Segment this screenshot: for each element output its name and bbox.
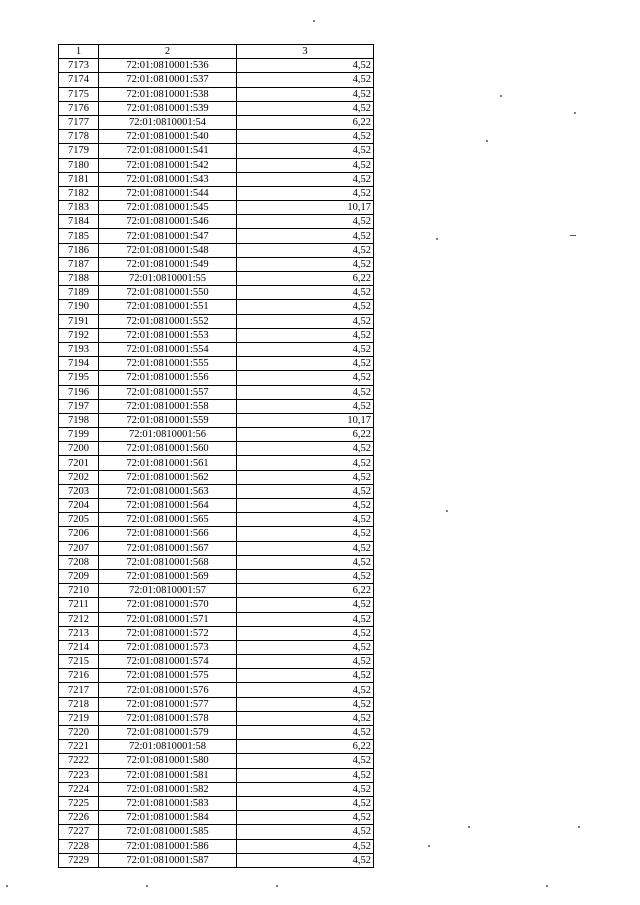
row-value: 4,52: [237, 754, 374, 768]
row-number: 7217: [59, 683, 99, 697]
cadastral-number: 72:01:0810001:577: [99, 697, 237, 711]
cadastral-number: 72:01:0810001:566: [99, 527, 237, 541]
row-value: 4,52: [237, 640, 374, 654]
cadastral-number: 72:01:0810001:585: [99, 825, 237, 839]
table-row: [59, 130, 374, 144]
table-row: [59, 740, 374, 754]
row-number: 7183: [59, 201, 99, 215]
cadastral-number: 72:01:0810001:547: [99, 229, 237, 243]
scan-speck: [486, 140, 488, 142]
row-value: 4,52: [237, 726, 374, 740]
row-number: 7222: [59, 754, 99, 768]
row-value: 4,52: [237, 342, 374, 356]
row-number: 7223: [59, 768, 99, 782]
scan-speck: [468, 826, 470, 828]
row-number: 7188: [59, 272, 99, 286]
table-row: [59, 442, 374, 456]
table-row: [59, 796, 374, 810]
row-number: 7213: [59, 626, 99, 640]
row-number: 7185: [59, 229, 99, 243]
table-row: [59, 711, 374, 725]
row-value: 4,52: [237, 697, 374, 711]
row-value: 4,52: [237, 470, 374, 484]
row-number: 7195: [59, 371, 99, 385]
scan-speck: [500, 95, 502, 97]
cadastral-number: 72:01:0810001:556: [99, 371, 237, 385]
table-row: [59, 768, 374, 782]
table-row: [59, 470, 374, 484]
cadastral-number: 72:01:0810001:555: [99, 357, 237, 371]
cadastral-number: 72:01:0810001:544: [99, 186, 237, 200]
table-row: [59, 300, 374, 314]
header-row: [59, 45, 374, 59]
table-row: [59, 499, 374, 513]
cadastral-number: 72:01:0810001:55: [99, 272, 237, 286]
row-number: 7177: [59, 115, 99, 129]
row-value: 4,52: [237, 215, 374, 229]
cadastral-number: 72:01:0810001:560: [99, 442, 237, 456]
table-row: [59, 385, 374, 399]
table-row: [59, 555, 374, 569]
cadastral-number: 72:01:0810001:561: [99, 456, 237, 470]
row-number: 7214: [59, 640, 99, 654]
row-value: 4,52: [237, 612, 374, 626]
table-row: [59, 257, 374, 271]
row-value: 4,52: [237, 286, 374, 300]
row-value: 4,52: [237, 569, 374, 583]
row-number: 7202: [59, 470, 99, 484]
cadastral-number: 72:01:0810001:574: [99, 655, 237, 669]
row-number: 7207: [59, 541, 99, 555]
table-row: [59, 101, 374, 115]
table-row: [59, 782, 374, 796]
row-value: 4,52: [237, 683, 374, 697]
scan-speck: [146, 885, 148, 887]
row-value: 4,52: [237, 853, 374, 867]
scan-speck: [446, 510, 448, 512]
row-value: 4,52: [237, 513, 374, 527]
cadastral-number: 72:01:0810001:548: [99, 243, 237, 257]
table-row: [59, 172, 374, 186]
row-value: 4,52: [237, 655, 374, 669]
row-number: 7226: [59, 811, 99, 825]
row-number: 7179: [59, 144, 99, 158]
row-value: 4,52: [237, 158, 374, 172]
row-number: 7220: [59, 726, 99, 740]
row-number: 7189: [59, 286, 99, 300]
cadastral-number: 72:01:0810001:573: [99, 640, 237, 654]
row-number: 7212: [59, 612, 99, 626]
cadastral-number: 72:01:0810001:569: [99, 569, 237, 583]
cadastral-table: [58, 44, 374, 868]
table-row: [59, 413, 374, 427]
table-row: [59, 513, 374, 527]
cadastral-number: 72:01:0810001:568: [99, 555, 237, 569]
row-number: 7194: [59, 357, 99, 371]
scan-speck: [578, 826, 580, 828]
cadastral-number: 72:01:0810001:554: [99, 342, 237, 356]
row-number: 7204: [59, 499, 99, 513]
row-number: 7181: [59, 172, 99, 186]
row-value: 4,52: [237, 328, 374, 342]
table-row: [59, 456, 374, 470]
table-row: [59, 726, 374, 740]
table-row: [59, 371, 374, 385]
scan-speck: [546, 885, 548, 887]
table-row: [59, 272, 374, 286]
cadastral-number: 72:01:0810001:57: [99, 584, 237, 598]
row-value: 6,22: [237, 428, 374, 442]
cadastral-number: 72:01:0810001:563: [99, 484, 237, 498]
cadastral-number: 72:01:0810001:564: [99, 499, 237, 513]
cadastral-number: 72:01:0810001:550: [99, 286, 237, 300]
row-value: 4,52: [237, 598, 374, 612]
cadastral-number: 72:01:0810001:545: [99, 201, 237, 215]
cadastral-number: 72:01:0810001:536: [99, 59, 237, 73]
row-number: 7199: [59, 428, 99, 442]
row-value: 4,52: [237, 314, 374, 328]
table-row: [59, 541, 374, 555]
row-value: 4,52: [237, 768, 374, 782]
table-row: [59, 527, 374, 541]
row-value: 4,52: [237, 257, 374, 271]
row-number: 7182: [59, 186, 99, 200]
row-value: 4,52: [237, 796, 374, 810]
table-row: [59, 584, 374, 598]
table-row: [59, 201, 374, 215]
table-row: [59, 186, 374, 200]
row-value: 4,52: [237, 399, 374, 413]
table-row: [59, 342, 374, 356]
row-value: 4,52: [237, 839, 374, 853]
row-value: 4,52: [237, 87, 374, 101]
cadastral-number: 72:01:0810001:553: [99, 328, 237, 342]
row-value: 4,52: [237, 669, 374, 683]
row-value: 4,52: [237, 229, 374, 243]
table-row: [59, 598, 374, 612]
row-number: 7229: [59, 853, 99, 867]
row-number: 7201: [59, 456, 99, 470]
row-number: 7178: [59, 130, 99, 144]
row-number: 7219: [59, 711, 99, 725]
table-row: [59, 697, 374, 711]
row-number: 7184: [59, 215, 99, 229]
cadastral-number: 72:01:0810001:558: [99, 399, 237, 413]
cadastral-number: 72:01:0810001:539: [99, 101, 237, 115]
row-number: 7190: [59, 300, 99, 314]
row-number: 7227: [59, 825, 99, 839]
cadastral-number: 72:01:0810001:56: [99, 428, 237, 442]
row-number: 7210: [59, 584, 99, 598]
scan-speck: [276, 885, 278, 887]
cadastral-number: 72:01:0810001:587: [99, 853, 237, 867]
row-number: 7176: [59, 101, 99, 115]
table-row: [59, 229, 374, 243]
table-row: [59, 669, 374, 683]
cadastral-number: 72:01:0810001:572: [99, 626, 237, 640]
row-value: 4,52: [237, 711, 374, 725]
table-row: [59, 640, 374, 654]
row-value: 4,52: [237, 484, 374, 498]
cadastral-number: 72:01:0810001:562: [99, 470, 237, 484]
row-number: 7174: [59, 73, 99, 87]
row-number: 7196: [59, 385, 99, 399]
row-value: 10,17: [237, 201, 374, 215]
row-number: 7225: [59, 796, 99, 810]
row-number: 7197: [59, 399, 99, 413]
row-value: 4,52: [237, 442, 374, 456]
table-row: [59, 314, 374, 328]
table-row: [59, 286, 374, 300]
row-value: 6,22: [237, 584, 374, 598]
cadastral-number: 72:01:0810001:551: [99, 300, 237, 314]
row-number: 7186: [59, 243, 99, 257]
row-value: 4,52: [237, 456, 374, 470]
row-number: 7228: [59, 839, 99, 853]
row-value: 6,22: [237, 115, 374, 129]
cadastral-number: 72:01:0810001:578: [99, 711, 237, 725]
table-row: [59, 626, 374, 640]
table-row: [59, 328, 374, 342]
scan-speck: [6, 885, 8, 887]
row-value: 4,52: [237, 385, 374, 399]
table-row: [59, 357, 374, 371]
cadastral-number: 72:01:0810001:580: [99, 754, 237, 768]
header-col-1: 1: [59, 45, 99, 59]
row-number: 7175: [59, 87, 99, 101]
cadastral-number: 72:01:0810001:581: [99, 768, 237, 782]
cadastral-number: 72:01:0810001:552: [99, 314, 237, 328]
table-body: [59, 59, 374, 868]
row-number: 7198: [59, 413, 99, 427]
row-number: 7215: [59, 655, 99, 669]
cadastral-number: 72:01:0810001:575: [99, 669, 237, 683]
table-row: [59, 399, 374, 413]
row-value: 4,52: [237, 357, 374, 371]
cadastral-number: 72:01:0810001:538: [99, 87, 237, 101]
row-number: 7193: [59, 342, 99, 356]
row-value: 4,52: [237, 541, 374, 555]
cadastral-number: 72:01:0810001:543: [99, 172, 237, 186]
row-value: 4,52: [237, 555, 374, 569]
cadastral-number: 72:01:0810001:537: [99, 73, 237, 87]
row-value: 4,52: [237, 172, 374, 186]
row-number: 7218: [59, 697, 99, 711]
scan-speck: [570, 235, 576, 236]
table-row: [59, 59, 374, 73]
cadastral-number: 72:01:0810001:549: [99, 257, 237, 271]
cadastral-number: 72:01:0810001:540: [99, 130, 237, 144]
cadastral-number: 72:01:0810001:582: [99, 782, 237, 796]
table-row: [59, 612, 374, 626]
table-row: [59, 144, 374, 158]
row-value: 4,52: [237, 371, 374, 385]
table-header: [59, 45, 374, 59]
row-number: 7192: [59, 328, 99, 342]
cadastral-number: 72:01:0810001:584: [99, 811, 237, 825]
table-row: [59, 484, 374, 498]
row-value: 4,52: [237, 59, 374, 73]
cadastral-number: 72:01:0810001:541: [99, 144, 237, 158]
row-value: 4,52: [237, 811, 374, 825]
row-value: 4,52: [237, 527, 374, 541]
header-col-2: 2: [99, 45, 237, 59]
cadastral-number: 72:01:0810001:557: [99, 385, 237, 399]
table-row: [59, 825, 374, 839]
table-row: [59, 569, 374, 583]
table-row: [59, 853, 374, 867]
row-number: 7191: [59, 314, 99, 328]
cadastral-number: 72:01:0810001:565: [99, 513, 237, 527]
row-value: 4,52: [237, 499, 374, 513]
table-row: [59, 811, 374, 825]
table-row: [59, 683, 374, 697]
row-number: 7200: [59, 442, 99, 456]
table-row: [59, 115, 374, 129]
scan-speck: [313, 20, 315, 22]
row-number: 7205: [59, 513, 99, 527]
row-number: 7209: [59, 569, 99, 583]
row-value: 4,52: [237, 130, 374, 144]
scan-speck: [436, 238, 438, 240]
table-row: [59, 655, 374, 669]
row-number: 7180: [59, 158, 99, 172]
row-number: 7216: [59, 669, 99, 683]
cadastral-number: 72:01:0810001:586: [99, 839, 237, 853]
cadastral-number: 72:01:0810001:571: [99, 612, 237, 626]
table-row: [59, 754, 374, 768]
cadastral-number: 72:01:0810001:576: [99, 683, 237, 697]
scan-speck: [574, 112, 576, 114]
cadastral-number: 72:01:0810001:567: [99, 541, 237, 555]
row-value: 4,52: [237, 144, 374, 158]
row-number: 7224: [59, 782, 99, 796]
row-value: 6,22: [237, 740, 374, 754]
row-value: 4,52: [237, 626, 374, 640]
table-row: [59, 428, 374, 442]
row-value: 4,52: [237, 73, 374, 87]
cadastral-number: 72:01:0810001:58: [99, 740, 237, 754]
row-number: 7211: [59, 598, 99, 612]
row-number: 7173: [59, 59, 99, 73]
header-col-3: 3: [237, 45, 374, 59]
table-row: [59, 839, 374, 853]
row-value: 4,52: [237, 243, 374, 257]
table-row: [59, 215, 374, 229]
cadastral-number: 72:01:0810001:546: [99, 215, 237, 229]
row-number: 7203: [59, 484, 99, 498]
row-value: 4,52: [237, 782, 374, 796]
row-number: 7187: [59, 257, 99, 271]
row-value: 4,52: [237, 101, 374, 115]
row-number: 7208: [59, 555, 99, 569]
table-row: [59, 158, 374, 172]
cadastral-number: 72:01:0810001:579: [99, 726, 237, 740]
row-number: 7206: [59, 527, 99, 541]
table-row: [59, 73, 374, 87]
row-number: 7221: [59, 740, 99, 754]
cadastral-number: 72:01:0810001:54: [99, 115, 237, 129]
row-value: 4,52: [237, 300, 374, 314]
row-value: 4,52: [237, 825, 374, 839]
scan-speck: [428, 845, 430, 847]
row-value: 6,22: [237, 272, 374, 286]
table-row: [59, 87, 374, 101]
row-value: 4,52: [237, 186, 374, 200]
table-row: [59, 243, 374, 257]
row-value: 10,17: [237, 413, 374, 427]
cadastral-number: 72:01:0810001:542: [99, 158, 237, 172]
cadastral-number: 72:01:0810001:570: [99, 598, 237, 612]
cadastral-number: 72:01:0810001:559: [99, 413, 237, 427]
cadastral-number: 72:01:0810001:583: [99, 796, 237, 810]
